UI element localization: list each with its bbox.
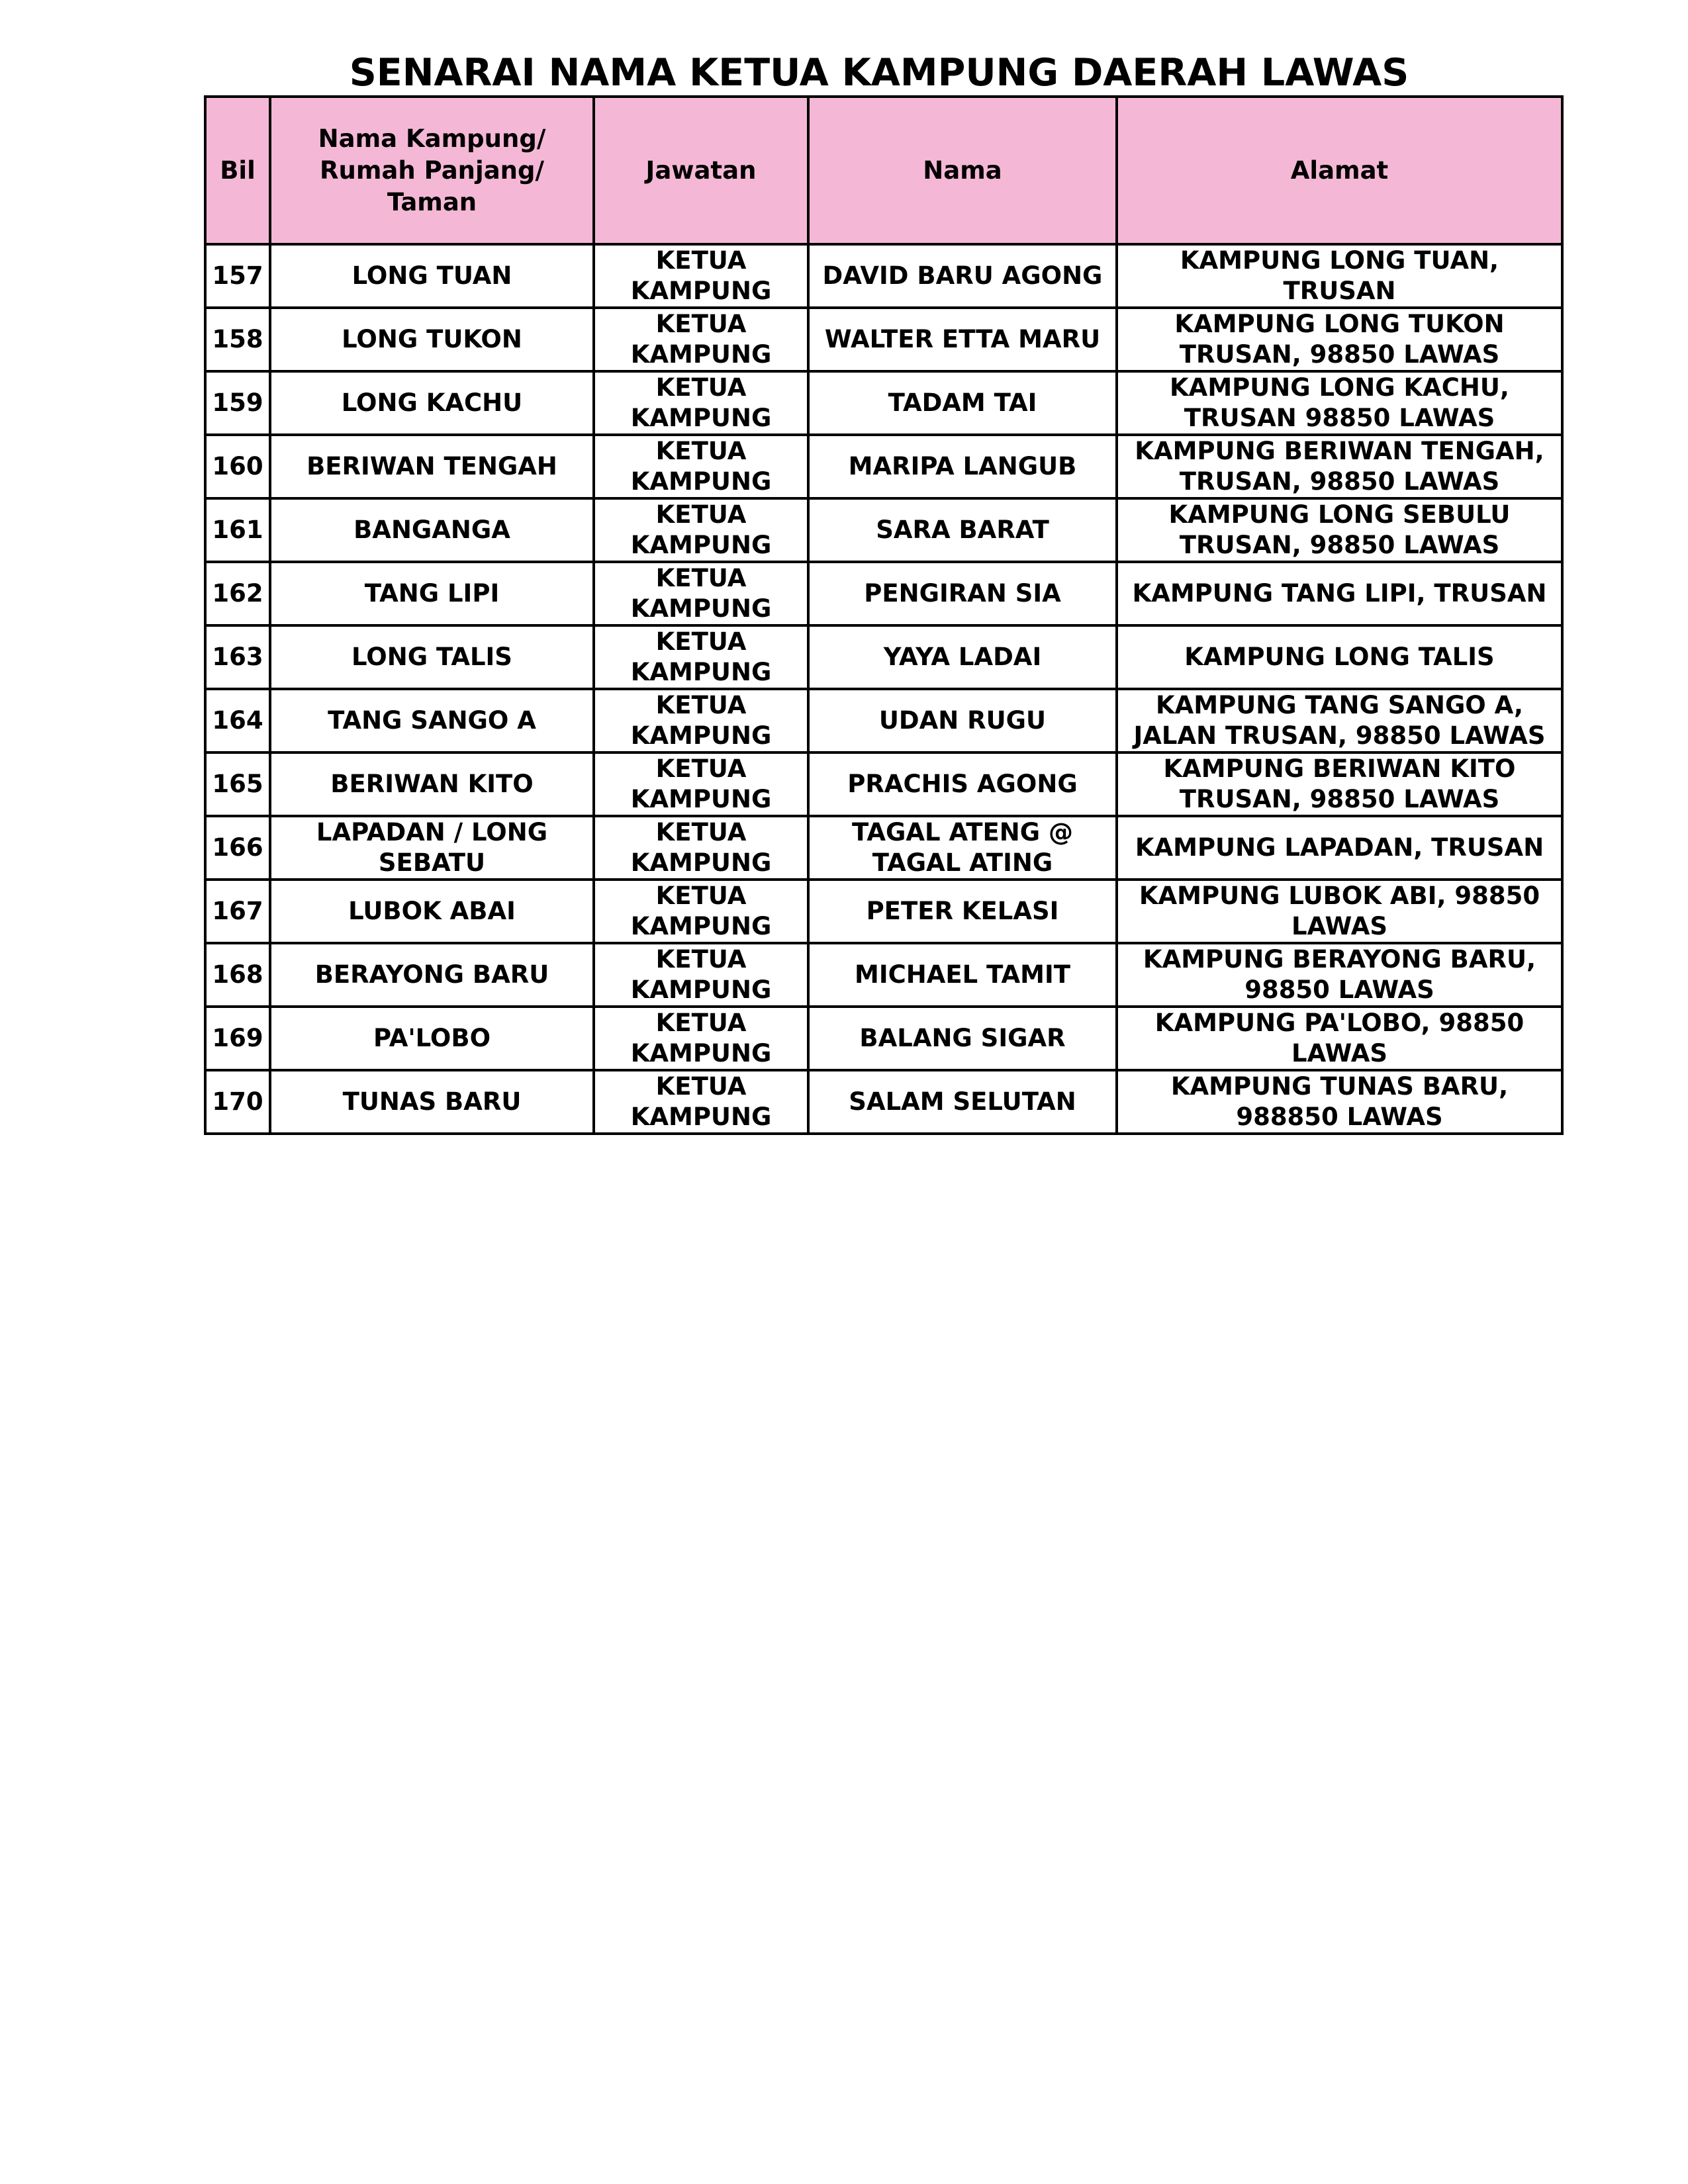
cell-kampung: BERAYONG BARU [270, 943, 594, 1007]
table-row [205, 816, 1562, 880]
cell-nama: YAYA LADAI [808, 625, 1117, 689]
table-row [205, 498, 1562, 562]
cell-jawatan: KETUA KAMPUNG [594, 435, 808, 498]
cell-kampung: BERIWAN TENGAH [270, 435, 594, 498]
cell-bil: 166 [205, 816, 270, 880]
cell-alamat: KAMPUNG LAPADAN, TRUSAN [1117, 816, 1562, 880]
cell-kampung: BANGANGA [270, 498, 594, 562]
headman-table [204, 95, 1564, 1135]
cell-jawatan: KETUA KAMPUNG [594, 1007, 808, 1070]
cell-nama: UDAN RUGU [808, 689, 1117, 752]
cell-bil: 167 [205, 880, 270, 943]
header-jawatan: Jawatan [594, 97, 808, 244]
page-title: SENARAI NAMA KETUA KAMPUNG DAERAH LAWAS [349, 51, 1409, 95]
cell-nama: TAGAL ATENG @ TAGAL ATING [808, 816, 1117, 880]
table-row [205, 562, 1562, 625]
cell-alamat: KAMPUNG BERAYONG BARU, 98850 LAWAS [1117, 943, 1562, 1007]
cell-bil: 161 [205, 498, 270, 562]
cell-nama: BALANG SIGAR [808, 1007, 1117, 1070]
cell-kampung: TANG LIPI [270, 562, 594, 625]
cell-nama: SARA BARAT [808, 498, 1117, 562]
table-row [205, 1007, 1562, 1070]
cell-nama: TADAM TAI [808, 371, 1117, 435]
table-row [205, 308, 1562, 371]
cell-bil: 158 [205, 308, 270, 371]
header-kampung-line-1: Nama Kampung/ [318, 124, 546, 153]
cell-nama: WALTER ETTA MARU [808, 308, 1117, 371]
cell-jawatan: KETUA KAMPUNG [594, 943, 808, 1007]
cell-bil: 157 [205, 244, 270, 308]
table-row [205, 435, 1562, 498]
cell-alamat: KAMPUNG PA'LOBO, 98850 LAWAS [1117, 1007, 1562, 1070]
cell-alamat: KAMPUNG LONG SEBULU TRUSAN, 98850 LAWAS [1117, 498, 1562, 562]
header-nama: Nama [808, 97, 1117, 244]
cell-jawatan: KETUA KAMPUNG [594, 308, 808, 371]
cell-kampung: TANG SANGO A [270, 689, 594, 752]
cell-jawatan: KETUA KAMPUNG [594, 625, 808, 689]
cell-jawatan: KETUA KAMPUNG [594, 689, 808, 752]
cell-nama: PRACHIS AGONG [808, 752, 1117, 816]
cell-bil: 170 [205, 1070, 270, 1134]
cell-alamat: KAMPUNG LUBOK ABI, 98850 LAWAS [1117, 880, 1562, 943]
cell-kampung: LAPADAN / LONG SEBATU [270, 816, 594, 880]
cell-kampung: TUNAS BARU [270, 1070, 594, 1134]
cell-bil: 164 [205, 689, 270, 752]
cell-jawatan: KETUA KAMPUNG [594, 752, 808, 816]
cell-alamat: KAMPUNG BERIWAN KITO TRUSAN, 98850 LAWAS [1117, 752, 1562, 816]
header-bil: Bil [205, 97, 270, 244]
table-row [205, 943, 1562, 1007]
cell-kampung: LONG TUAN [270, 244, 594, 308]
cell-kampung: LONG KACHU [270, 371, 594, 435]
table-row [205, 880, 1562, 943]
table-row [205, 752, 1562, 816]
cell-jawatan: KETUA KAMPUNG [594, 1070, 808, 1134]
header-kampung-line-2: Rumah Panjang/ [320, 156, 544, 185]
cell-nama: MARIPA LANGUB [808, 435, 1117, 498]
header-kampung [270, 97, 594, 244]
cell-kampung: PA'LOBO [270, 1007, 594, 1070]
cell-kampung: LUBOK ABAI [270, 880, 594, 943]
cell-alamat: KAMPUNG TUNAS BARU, 988850 LAWAS [1117, 1070, 1562, 1134]
cell-jawatan: KETUA KAMPUNG [594, 880, 808, 943]
header-alamat: Alamat [1117, 97, 1562, 244]
cell-bil: 165 [205, 752, 270, 816]
table-header-row [205, 97, 1562, 244]
cell-jawatan: KETUA KAMPUNG [594, 371, 808, 435]
cell-jawatan: KETUA KAMPUNG [594, 816, 808, 880]
cell-jawatan: KETUA KAMPUNG [594, 498, 808, 562]
cell-alamat: KAMPUNG TANG SANGO A, JALAN TRUSAN, 98850 LAWAS [1117, 689, 1562, 752]
table-row [205, 1070, 1562, 1134]
cell-alamat: KAMPUNG BERIWAN TENGAH, TRUSAN, 98850 LAWAS [1117, 435, 1562, 498]
table-row [205, 244, 1562, 308]
table-row [205, 625, 1562, 689]
cell-jawatan: KETUA KAMPUNG [594, 244, 808, 308]
cell-kampung: LONG TUKON [270, 308, 594, 371]
cell-nama: PETER KELASI [808, 880, 1117, 943]
cell-bil: 169 [205, 1007, 270, 1070]
cell-bil: 160 [205, 435, 270, 498]
cell-nama: PENGIRAN SIA [808, 562, 1117, 625]
cell-jawatan: KETUA KAMPUNG [594, 562, 808, 625]
table-row [205, 371, 1562, 435]
cell-alamat: KAMPUNG LONG TALIS [1117, 625, 1562, 689]
header-kampung-line-3: Taman [387, 187, 477, 216]
cell-alamat: KAMPUNG LONG TUKON TRUSAN, 98850 LAWAS [1117, 308, 1562, 371]
cell-kampung: BERIWAN KITO [270, 752, 594, 816]
cell-bil: 159 [205, 371, 270, 435]
cell-kampung: LONG TALIS [270, 625, 594, 689]
cell-nama: DAVID BARU AGONG [808, 244, 1117, 308]
cell-nama: SALAM SELUTAN [808, 1070, 1117, 1134]
cell-nama: MICHAEL TAMIT [808, 943, 1117, 1007]
cell-bil: 168 [205, 943, 270, 1007]
cell-bil: 163 [205, 625, 270, 689]
table-row [205, 689, 1562, 752]
cell-bil: 162 [205, 562, 270, 625]
cell-alamat: KAMPUNG LONG TUAN, TRUSAN [1117, 244, 1562, 308]
cell-alamat: KAMPUNG LONG KACHU, TRUSAN 98850 LAWAS [1117, 371, 1562, 435]
cell-alamat: KAMPUNG TANG LIPI, TRUSAN [1117, 562, 1562, 625]
